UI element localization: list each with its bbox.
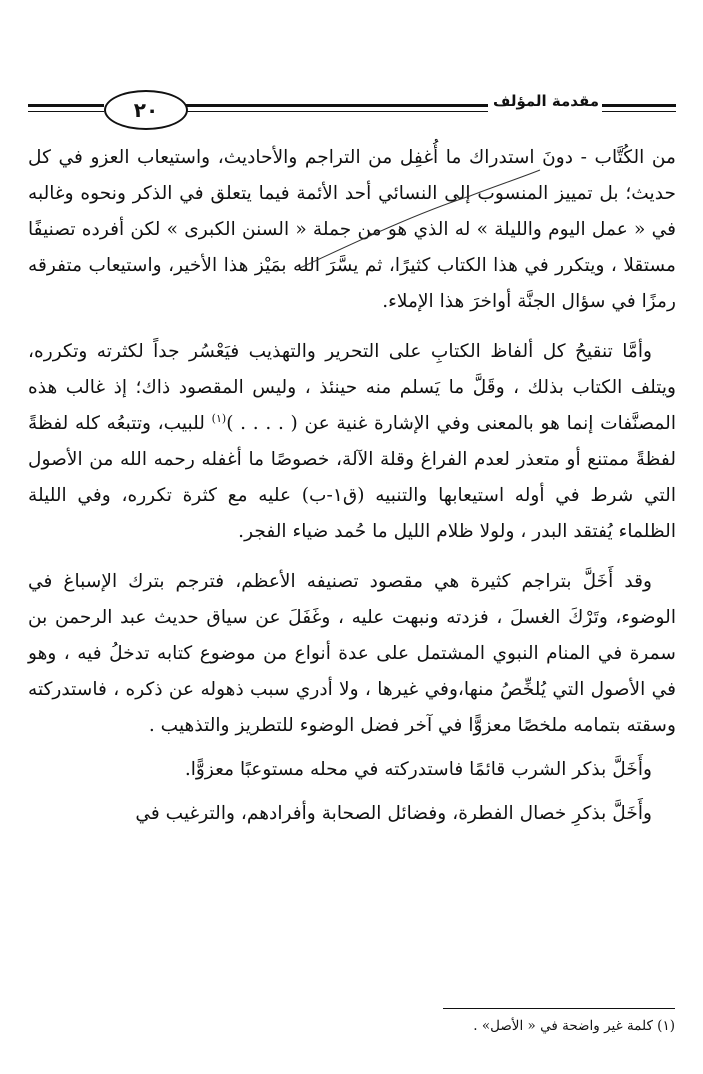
footnote-reference[interactable]: (١) [211,411,227,425]
section-title: مقدمة المؤلف [492,92,600,110]
paragraph-2-continued: للبيب، وتتبعُه كله لفظةً لفظةً ممتنع أو متعذر لعدم الفراغ وقلة الآلة، خصوصًا ما أغفله رحمه الله من الأصول التي شرط في أوله استيعابها والتنبيه (ق١-ب) عليه مع كثرة تكرره، وفي الليلة الظلماء يُفتقد البدر ، ولولا ظلام الليل ما حُمد ضياء الفجر. [28,413,676,542]
header-rule-right [602,104,676,112]
paragraph-3: وقد أَخَلَّ بتراجم كثيرة هي مقصود تصنيفه الأعظم، فترجم بترك الإسباغ في الوضوء، وتَرْكَ الغسلَ ، فزدته ونبهت عليه ، وغَفَلَ عن سياق حديث عبد الرحمن بن سمرة في المنام النبوي المشتمل على عدة أنواع من موضوع كتابه تدخلُ فيه ، وهو في الأصول التي يُلخِّصُ منها،وفي غيرها ، ولا أدري سبب ذهوله عن ذكره ، فاستدركته وسقته بتمامه ملخصًا معزوًّا في آخر فضل الوضوء للتطريز والتذهيب . [28,571,676,736]
page-header [28,86,676,136]
body-text [28,140,676,832]
paragraph-2 [28,334,676,550]
header-rule-middle [186,104,488,112]
footnote: (١) كلمة غير واضحة في « الأصل» . [473,1018,675,1034]
paragraph-5: وأَخَلَّ بذكرِ خصال الفطرة، وفضائل الصحابة وأفرادهم، والترغيب في [135,803,652,824]
paragraph-1: من الكُتَّاب - دونَ استدراك ما أُغفِل من التراجم والأحاديث، واستيعاب العزو في كل حديث؛ بل تمييز المنسوب إلى النسائي أحد الأئمة فيما يتعلق في الذكر ونحوه وغالبه في « عمل اليوم والليلة » له الذي هو من جملة « السنن الكبرى » لكن أفرده تصنيفًا مستقلا ، ويتكرر في هذا الكتاب كثيرًا، ثم يسَّرَ الله بمَيْز هذا الأخير، واستيعاب متفرقه رمزًا في سؤال الجنَّة أواخرَ هذا الإملاء. [28,147,676,312]
paragraph-2-text: وأمَّا تنقيحُ كل ألفاظ الكتابِ على التحرير والتهذيب فيَعْسُر جداً لكثرته وتكرره، ويتلف الكتاب بذلك ، وقَلَّ ما يَسلم منه حينئذ ، وليس المقصود ذاك؛ إذ غالب هذه المصنَّفات إنما هو بالمعنى وفي الإشارة غنية عن ( . . . . ) [28,341,676,434]
footnote-divider [443,1008,675,1009]
paragraph-4: وأَخَلَّ بذكر الشرب قائمًا فاستدركته في محله مستوعبًا معزوًّا. [184,759,652,780]
page-number-oval [104,90,188,130]
header-rule-left [28,104,104,112]
page-number: ٢٠ [133,98,159,122]
